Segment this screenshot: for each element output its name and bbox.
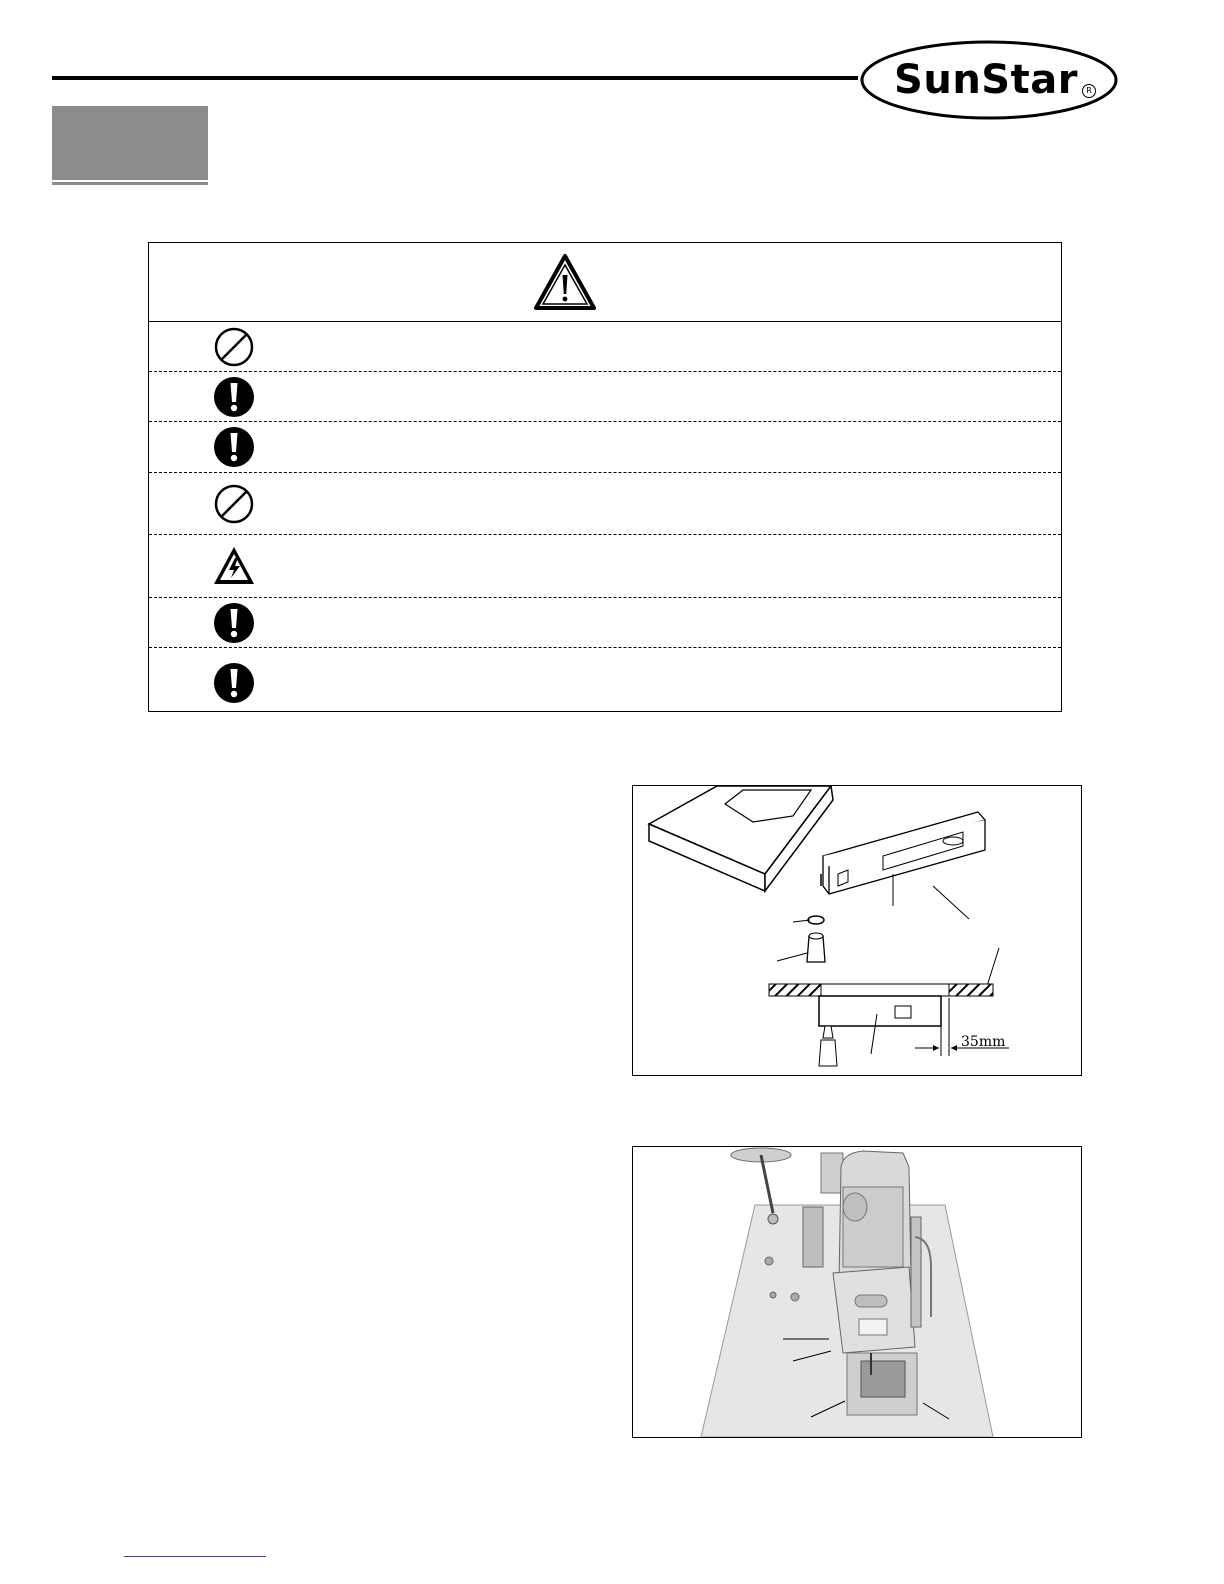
safety-row: [149, 535, 1061, 598]
footer-link-underline: [124, 1556, 266, 1557]
mandatory-action-icon: [213, 602, 255, 644]
electric-shock-warning-icon: [213, 545, 255, 587]
general-warning-icon: [533, 253, 597, 311]
mandatory-action-icon: [213, 662, 255, 704]
safety-row: [149, 321, 1061, 372]
brand-logo: [860, 40, 1120, 120]
machine-head-illustration: [633, 1147, 1081, 1437]
safety-row: [149, 473, 1061, 535]
mandatory-action-icon: [213, 426, 255, 468]
safety-row: [149, 648, 1061, 710]
figure-table-installation: [632, 785, 1082, 1076]
safety-row: [149, 598, 1061, 648]
safety-panel-header: [149, 243, 1061, 322]
header-rule: [52, 76, 858, 80]
section-number-block: [52, 106, 208, 180]
figure-machine-head: [632, 1146, 1082, 1438]
prohibition-icon: [213, 326, 255, 368]
safety-row: [149, 372, 1061, 422]
brand-name: SunStar: [894, 57, 1078, 103]
safety-row: [149, 422, 1061, 473]
dimension-label: 35mm: [961, 1034, 1006, 1050]
mandatory-action-icon: [213, 376, 255, 418]
section-underline: [52, 182, 208, 185]
prohibition-icon: [213, 483, 255, 525]
safety-panel: [148, 242, 1062, 712]
registered-mark: R: [1082, 84, 1096, 98]
table-installation-diagram: [633, 786, 1081, 1075]
